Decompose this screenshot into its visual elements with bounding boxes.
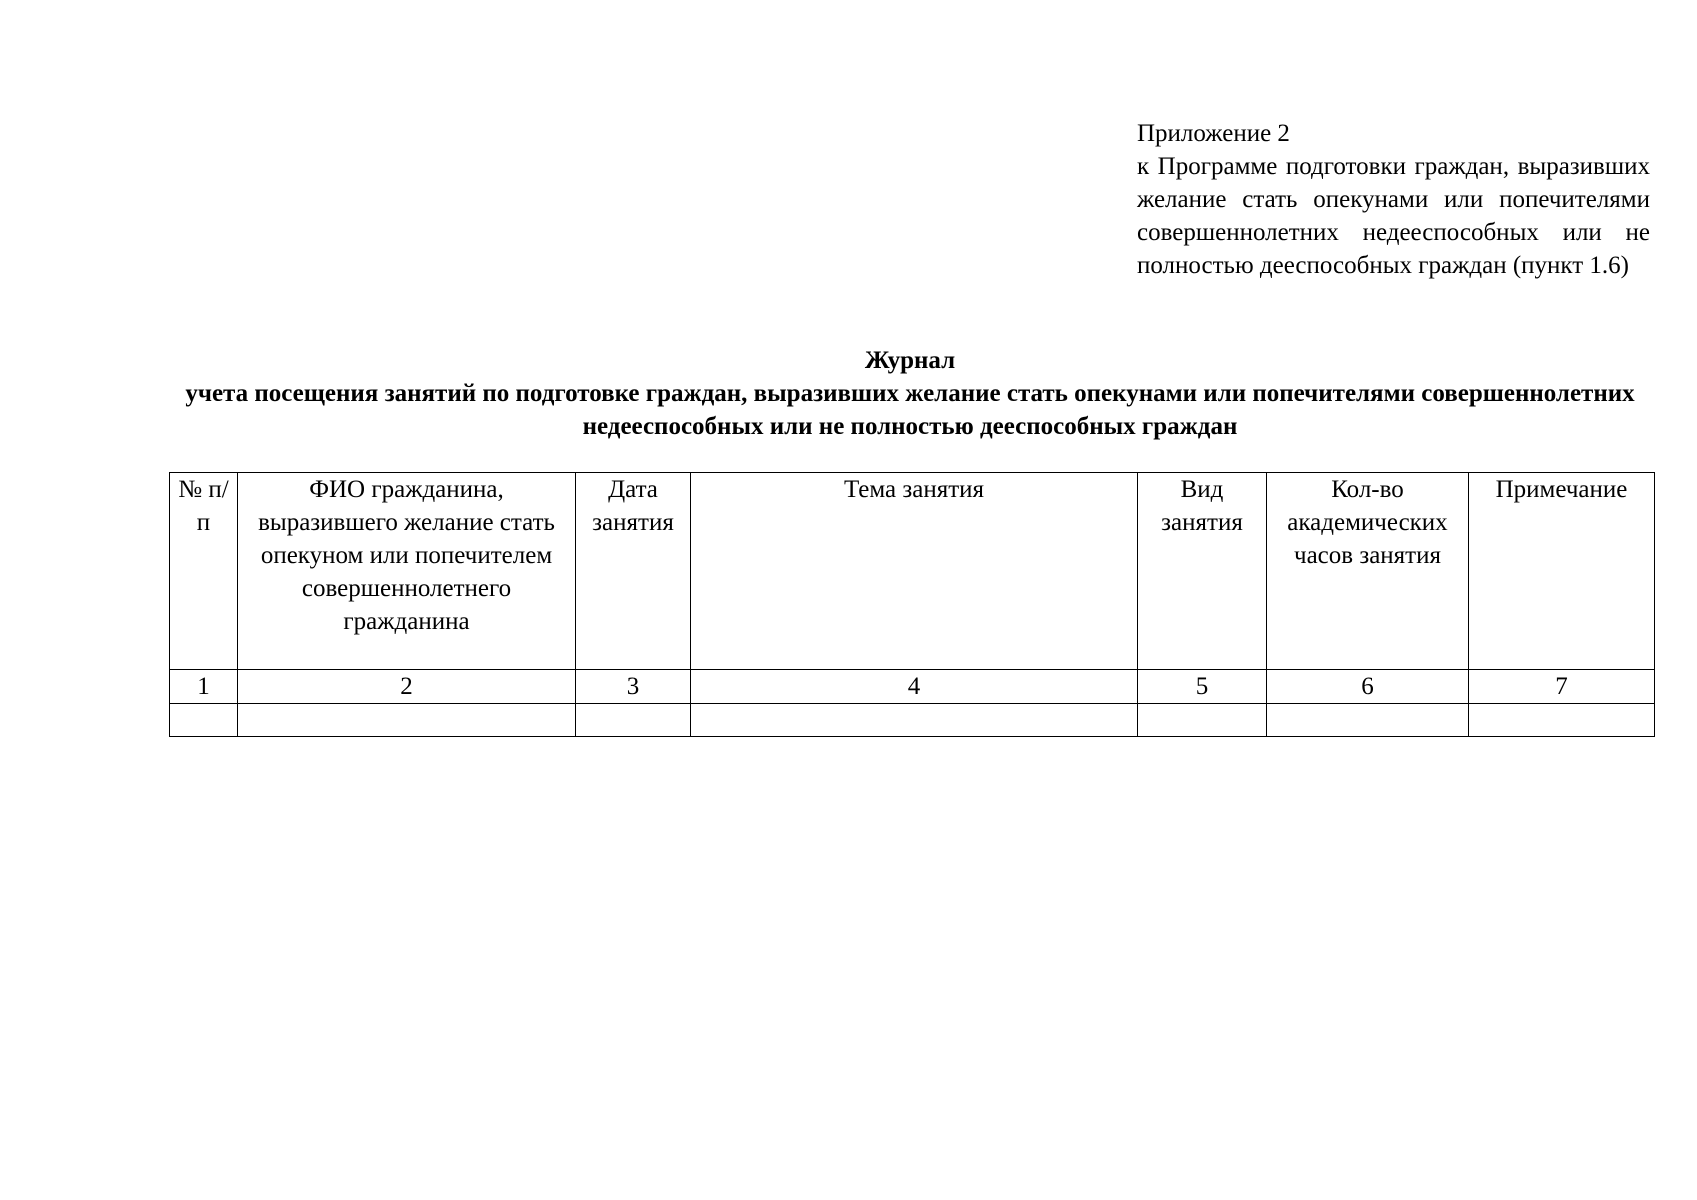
empty-cell [1138,704,1267,737]
appendix-block [1137,117,1650,282]
table-header-row [170,473,1655,670]
header-date: Дата занятия [576,473,691,670]
header-citizen-name: ФИО гражданина, выразившего желание стать опекуном или попечителем совершеннолетнего гражданина [238,473,576,670]
empty-cell [576,704,691,737]
appendix-reference: к Программе подготовки граждан, выразивших желание стать опекунами или попечителями совершеннолетних недееспособных или не полностью дееспособных граждан (пункт 1.6) [1137,153,1650,279]
column-number: 2 [238,670,576,704]
column-number: 5 [1138,670,1267,704]
journal-title: Журнал [864,347,956,374]
empty-cell [1469,704,1655,737]
empty-cell [170,704,238,737]
header-note: Примечание [1469,473,1655,670]
header-topic: Тема занятия [691,473,1138,670]
empty-cell [1267,704,1469,737]
journal-subtitle: учета посещения занятий по подготовке граждан, выразивших желание стать опекунами или попечителями совершеннолетних недееспособных или не полностью дееспособных граждан [185,380,1635,440]
header-hours: Кол-во академических часов занятия [1267,473,1469,670]
column-number: 1 [170,670,238,704]
column-number-row [170,670,1655,704]
document-heading [170,344,1650,443]
column-number: 4 [691,670,1138,704]
column-number: 3 [576,670,691,704]
attendance-journal-table [169,472,1655,737]
header-number: № п/п [170,473,238,670]
appendix-number: Приложение 2 [1137,120,1290,147]
header-type: Вид занятия [1138,473,1267,670]
empty-entry-row [170,704,1655,737]
column-number: 6 [1267,670,1469,704]
column-number: 7 [1469,670,1655,704]
empty-cell [238,704,576,737]
empty-cell [691,704,1138,737]
